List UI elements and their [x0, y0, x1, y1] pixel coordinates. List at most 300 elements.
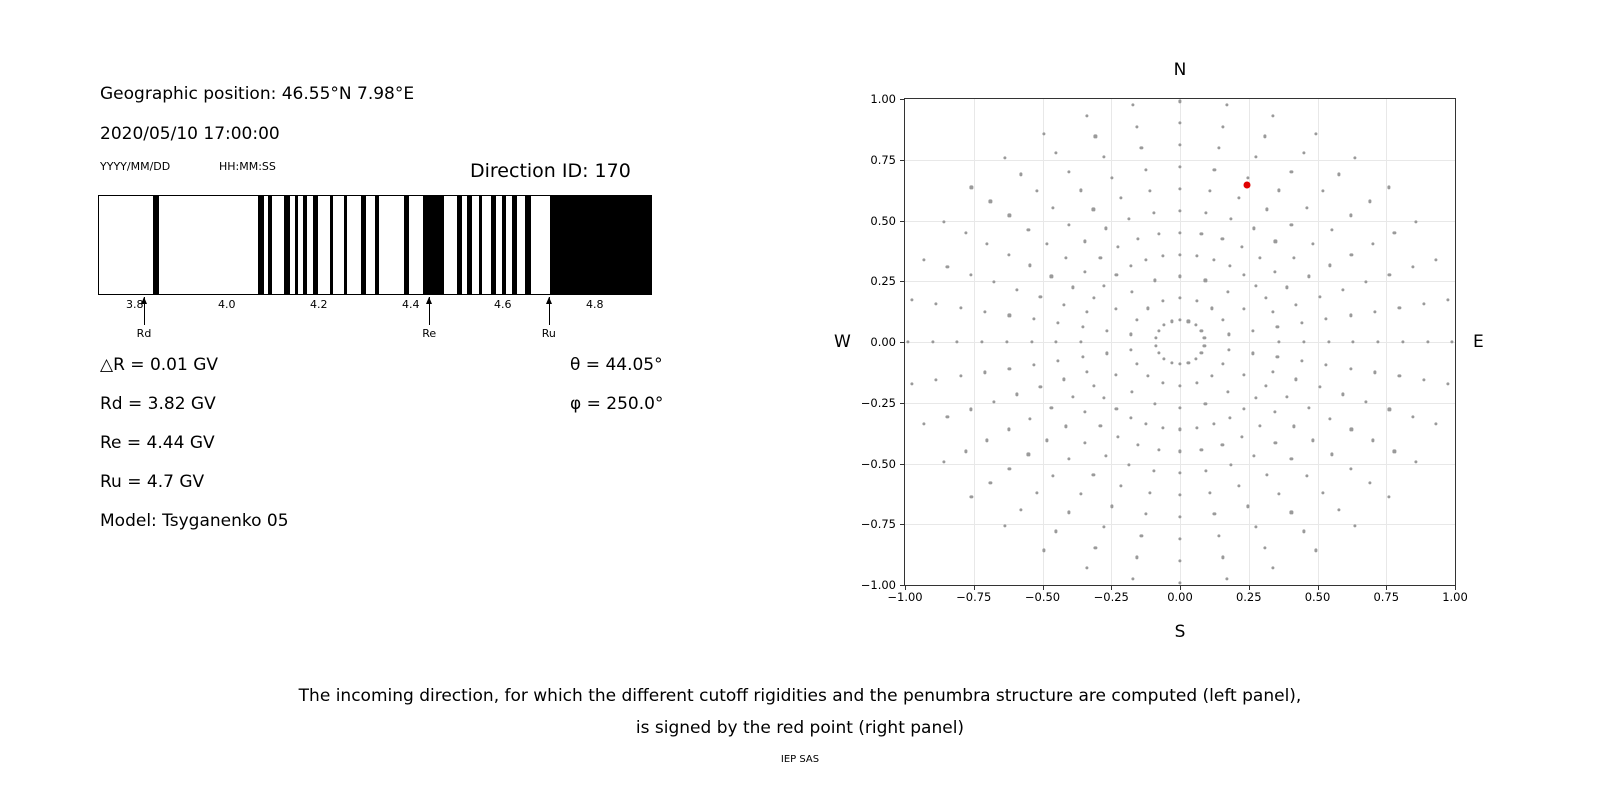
direction-point: [985, 439, 988, 442]
direction-point: [1290, 223, 1293, 226]
direction-point: [1227, 333, 1230, 336]
direction-point: [1221, 362, 1224, 365]
footer-credit: IEP SAS: [780, 754, 820, 765]
direction-point: [1178, 209, 1181, 212]
direction-point: [1144, 513, 1147, 516]
penumbra-tick-label: 4.4: [402, 298, 420, 311]
direction-point: [1178, 297, 1181, 300]
direction-point: [1376, 340, 1379, 343]
direction-point: [1350, 253, 1353, 256]
grid-line-horizontal: [905, 524, 1455, 525]
direction-point: [1148, 491, 1151, 494]
direction-point: [1371, 439, 1374, 442]
direction-point: [1292, 256, 1295, 259]
direction-point: [1147, 307, 1150, 310]
direction-point: [1217, 534, 1220, 537]
direction-point: [1104, 454, 1107, 457]
sky-y-tick-label: 0.00: [870, 335, 896, 349]
direction-point: [1135, 556, 1138, 559]
penumbra-band: [258, 196, 264, 294]
direction-point: [1325, 363, 1328, 366]
direction-point: [1364, 281, 1367, 284]
direction-point: [1008, 467, 1011, 470]
direction-point: [1067, 458, 1070, 461]
direction-point: [1352, 340, 1355, 343]
direction-point: [959, 306, 962, 309]
direction-point: [1046, 242, 1049, 245]
direction-point: [1161, 427, 1164, 430]
direction-point: [1178, 493, 1181, 496]
direction-point: [1353, 525, 1356, 528]
penumbra-band: [284, 196, 290, 294]
direction-point: [1349, 467, 1352, 470]
direction-point: [1178, 515, 1181, 518]
direction-point: [1447, 382, 1450, 385]
penumbra-tick-label: 4.2: [310, 298, 328, 311]
direction-point: [1368, 481, 1371, 484]
direction-point: [1007, 428, 1010, 431]
direction-point: [1212, 258, 1215, 261]
direction-point: [1083, 441, 1086, 444]
direction-point: [989, 481, 992, 484]
penumbra-band: [423, 196, 444, 294]
direction-point: [1300, 321, 1303, 324]
sky-x-tick-label: −0.25: [1093, 590, 1129, 604]
stat-re: Re = 4.44 GV: [100, 433, 215, 453]
direction-point: [935, 378, 938, 381]
penumbra-tick-label: 4.0: [218, 298, 236, 311]
direction-point: [910, 382, 913, 385]
direction-point: [1307, 275, 1310, 278]
direction-point: [1005, 340, 1008, 343]
direction-point: [1161, 299, 1164, 302]
direction-point: [1145, 423, 1148, 426]
direction-point: [1422, 378, 1425, 381]
direction-point: [1388, 408, 1391, 411]
direction-point: [1114, 373, 1117, 376]
direction-point: [1051, 206, 1054, 209]
direction-point: [1258, 257, 1261, 260]
grid-line-horizontal: [905, 281, 1455, 282]
sky-y-tick-label: 0.50: [870, 213, 896, 228]
direction-point: [1178, 165, 1181, 168]
direction-point: [1272, 114, 1275, 117]
direction-point: [1170, 361, 1173, 364]
direction-point: [1274, 240, 1277, 243]
sky-x-tick-mark: [905, 586, 906, 590]
direction-point: [1387, 495, 1390, 498]
direction-point: [1144, 168, 1147, 171]
direction-point: [1153, 211, 1156, 214]
direction-point: [1178, 100, 1181, 103]
direction-point: [1302, 151, 1305, 154]
sky-y-tick-label: −0.50: [860, 456, 896, 471]
sky-y-tick-label: 1.00: [870, 92, 896, 106]
direction-point: [1154, 337, 1157, 340]
direction-point: [1084, 411, 1087, 414]
direction-point: [1276, 356, 1279, 359]
direction-point: [1136, 362, 1139, 365]
grid-line-horizontal: [905, 464, 1455, 465]
sky-y-tick-mark: [900, 464, 904, 465]
direction-point: [1042, 132, 1045, 135]
direction-point: [1046, 439, 1049, 442]
sky-y-tick-mark: [900, 221, 904, 222]
direction-point: [1371, 242, 1374, 245]
direction-point: [1119, 197, 1122, 200]
direction-point: [1373, 310, 1376, 313]
sky-x-tick-mark: [1111, 586, 1112, 590]
sky-x-tick-mark: [974, 586, 975, 590]
direction-point: [1327, 340, 1330, 343]
direction-point: [1213, 168, 1216, 171]
direction-point: [1274, 441, 1277, 444]
datetime-label: 2020/05/10 17:00:00: [100, 124, 280, 144]
direction-point: [1083, 240, 1086, 243]
direction-point: [1130, 348, 1133, 351]
direction-point: [1092, 473, 1095, 476]
direction-point: [1140, 147, 1143, 150]
direction-point: [1226, 577, 1229, 580]
direction-point: [1105, 352, 1108, 355]
direction-point: [1229, 464, 1232, 467]
direction-point: [1290, 170, 1293, 173]
direction-point: [923, 258, 926, 261]
direction-point: [1252, 352, 1255, 355]
direction-point: [959, 375, 962, 378]
direction-point: [1398, 375, 1401, 378]
direction-point: [1217, 147, 1220, 150]
penumbra-band: [313, 196, 318, 294]
caption-line-2: is signed by the red point (right panel): [635, 718, 965, 738]
grid-line-horizontal: [905, 221, 1455, 222]
direction-point: [1050, 406, 1053, 409]
direction-point: [1103, 284, 1106, 287]
penumbra-band: [512, 196, 517, 294]
penumbra-band: [502, 196, 506, 294]
direction-point: [1295, 303, 1298, 306]
direction-point: [1042, 549, 1045, 552]
direction-point: [1065, 425, 1068, 428]
penumbra-band: [525, 196, 532, 294]
penumbra-band: [457, 196, 463, 294]
direction-point: [1200, 448, 1203, 451]
direction-point: [1258, 424, 1261, 427]
direction-point: [1136, 319, 1139, 322]
direction-point: [1393, 231, 1396, 234]
penumbra-structure-chart: [98, 195, 652, 295]
direction-point: [1008, 314, 1011, 317]
direction-point: [1341, 393, 1344, 396]
geographic-position-label: Geographic position: 46.55°N 7.98°E: [100, 84, 415, 104]
sky-y-tick-label: 0.25: [870, 274, 896, 289]
direction-point: [1178, 187, 1181, 190]
direction-point: [964, 450, 967, 453]
penumbra-band: [467, 196, 471, 294]
penumbra-band: [268, 196, 272, 294]
direction-point: [1242, 407, 1245, 410]
direction-point: [1030, 340, 1033, 343]
sky-x-tick-label: 0.00: [1167, 590, 1193, 604]
direction-point: [1131, 290, 1134, 293]
direction-point: [1111, 505, 1114, 508]
direction-point: [1093, 297, 1096, 300]
penumbra-band: [153, 196, 159, 294]
sky-x-tick-label: −1.00: [887, 590, 923, 604]
direction-point: [1154, 344, 1157, 347]
direction-point: [1178, 450, 1181, 453]
direction-point: [1195, 382, 1198, 385]
direction-point: [1016, 393, 1019, 396]
sky-y-tick-mark: [900, 99, 904, 100]
direction-point: [1221, 556, 1224, 559]
direction-point: [1226, 103, 1229, 106]
direction-point: [1187, 320, 1190, 323]
direction-point: [1032, 363, 1035, 366]
direction-point: [946, 266, 949, 269]
direction-point: [1200, 233, 1203, 236]
direction-point: [992, 281, 995, 284]
direction-point: [1008, 367, 1011, 370]
direction-point: [1221, 443, 1224, 446]
direction-point: [1055, 151, 1058, 154]
direction-point: [1117, 435, 1120, 438]
direction-point: [1373, 371, 1376, 374]
direction-point: [983, 371, 986, 374]
sky-y-tick-mark: [900, 342, 904, 343]
penumbra-x-axis: [98, 296, 652, 316]
direction-point: [1170, 320, 1173, 323]
direction-point: [1129, 416, 1132, 419]
sky-x-tick-mark: [1386, 586, 1387, 590]
stat-phi: φ = 250.0°: [570, 394, 664, 414]
direction-point: [1104, 227, 1107, 230]
direction-point: [1055, 340, 1058, 343]
direction-point: [1311, 242, 1314, 245]
direction-point: [1422, 302, 1425, 305]
direction-point: [1071, 395, 1074, 398]
direction-point: [1081, 356, 1084, 359]
direction-point: [1157, 351, 1160, 354]
direction-point: [1254, 284, 1257, 287]
caption-line-1: The incoming direction, for which the different cutoff rigidities and the penumbra structure are computed (left panel),: [298, 686, 1302, 706]
direction-point: [1328, 264, 1331, 267]
sky-y-tick-mark: [900, 585, 904, 586]
direction-point: [1451, 340, 1454, 343]
direction-point: [943, 220, 946, 223]
sky-x-tick-label: −0.50: [1024, 590, 1061, 604]
direction-point: [1302, 340, 1305, 343]
direction-point: [1350, 428, 1353, 431]
direction-point: [1161, 254, 1164, 257]
direction-id-label: Direction ID: 170: [470, 160, 631, 182]
direction-point: [1226, 391, 1229, 394]
direction-point: [1099, 424, 1102, 427]
direction-point: [1162, 357, 1165, 360]
direction-point: [1290, 511, 1293, 514]
direction-point: [1277, 492, 1280, 495]
direction-point: [1157, 233, 1160, 236]
direction-point: [1147, 374, 1150, 377]
direction-point: [1264, 297, 1267, 300]
grid-line-horizontal: [905, 160, 1455, 161]
direction-point: [1161, 382, 1164, 385]
direction-point: [1102, 155, 1105, 158]
compass-label-east: E: [1473, 332, 1484, 352]
direction-point: [1178, 319, 1181, 322]
cutoff-arrow-label-ru: Ru: [541, 327, 556, 340]
direction-point: [1388, 273, 1391, 276]
direction-point: [1349, 367, 1352, 370]
direction-point: [1079, 189, 1082, 192]
direction-point: [1007, 253, 1010, 256]
direction-point: [1253, 227, 1256, 230]
direction-point: [1092, 208, 1095, 211]
direction-point: [1032, 318, 1035, 321]
direction-point: [1085, 310, 1088, 313]
direction-point: [1228, 265, 1231, 268]
grid-line-horizontal: [905, 342, 1455, 343]
direction-point: [1337, 173, 1340, 176]
sky-x-tick-mark: [1180, 586, 1181, 590]
direction-point: [1414, 220, 1417, 223]
direction-point: [1067, 223, 1070, 226]
direction-point: [1328, 417, 1331, 420]
direction-point: [1255, 155, 1258, 158]
date-format-label: YYYY/MM/DD: [100, 160, 171, 173]
direction-point: [1128, 464, 1131, 467]
direction-point: [1094, 135, 1097, 138]
direction-point: [946, 415, 949, 418]
direction-point: [1221, 319, 1224, 322]
direction-point: [1178, 559, 1181, 562]
direction-point: [1208, 491, 1211, 494]
direction-point: [906, 340, 909, 343]
direction-point: [1117, 246, 1120, 249]
penumbra-band: [404, 196, 410, 294]
direction-point: [1213, 513, 1216, 516]
direction-point: [1085, 114, 1088, 117]
direction-point: [1322, 491, 1325, 494]
direction-point: [1273, 411, 1276, 414]
direction-point: [1136, 238, 1139, 241]
direction-point: [1178, 581, 1181, 584]
direction-point: [1196, 254, 1199, 257]
direction-point: [1131, 103, 1134, 106]
penumbra-band: [361, 196, 366, 294]
direction-point: [1051, 474, 1054, 477]
direction-point: [1238, 484, 1241, 487]
direction-point: [1263, 135, 1266, 138]
sky-x-tick-mark: [1043, 586, 1044, 590]
stat-theta: θ = 44.05°: [570, 355, 663, 375]
grid-line-horizontal: [905, 403, 1455, 404]
direction-point: [1203, 337, 1206, 340]
direction-point: [1447, 299, 1450, 302]
direction-point: [1286, 286, 1289, 289]
direction-point: [1212, 423, 1215, 426]
sky-y-tick-mark: [900, 281, 904, 282]
sky-x-tick-label: 1.00: [1442, 590, 1468, 604]
direction-point: [1325, 318, 1328, 321]
direction-point: [1016, 288, 1019, 291]
direction-point: [1178, 384, 1181, 387]
direction-point: [1111, 176, 1114, 179]
direction-point: [1276, 325, 1279, 328]
direction-point: [1027, 453, 1030, 456]
direction-point: [1255, 525, 1258, 528]
direction-point: [1035, 190, 1038, 193]
penumbra-band: [491, 196, 496, 294]
sky-x-tick-label: −0.75: [956, 590, 992, 604]
direction-point: [1178, 362, 1181, 365]
direction-point: [985, 242, 988, 245]
penumbra-band: [330, 196, 333, 294]
direction-point: [1398, 306, 1401, 309]
direction-point: [1286, 395, 1289, 398]
penumbra-band: [303, 196, 307, 294]
compass-label-west: W: [834, 332, 851, 352]
penumbra-band: [550, 196, 651, 294]
direction-point: [1263, 546, 1266, 549]
direction-point: [1028, 417, 1031, 420]
direction-point: [969, 273, 972, 276]
direction-point: [1119, 484, 1122, 487]
direction-point: [1252, 329, 1255, 332]
direction-point: [1065, 256, 1068, 259]
direction-point: [1368, 200, 1371, 203]
penumbra-band: [479, 196, 483, 294]
direction-point: [1290, 458, 1293, 461]
direction-point: [1240, 435, 1243, 438]
direction-point: [1093, 384, 1096, 387]
selected-direction-point[interactable]: [1244, 182, 1251, 189]
direction-point: [964, 231, 967, 234]
direction-point: [1178, 428, 1181, 431]
direction-point: [1208, 190, 1211, 193]
direction-point: [1306, 474, 1309, 477]
sky-x-tick-label: 0.75: [1373, 590, 1400, 604]
direction-point: [1243, 308, 1246, 311]
sky-y-tick-label: −0.25: [860, 395, 896, 410]
sky-y-tick-mark: [900, 524, 904, 525]
direction-point: [1135, 125, 1138, 128]
direction-point: [1322, 190, 1325, 193]
direction-point: [1094, 546, 1097, 549]
sky-x-tick-mark: [1455, 586, 1456, 590]
direction-point: [1243, 373, 1246, 376]
direction-point: [1265, 473, 1268, 476]
direction-point: [1050, 275, 1053, 278]
direction-point: [970, 495, 973, 498]
penumbra-tick-label: 4.8: [586, 298, 604, 311]
direction-point: [1099, 257, 1102, 260]
direction-point: [1204, 470, 1207, 473]
direction-point: [1253, 454, 1256, 457]
direction-point: [1292, 425, 1295, 428]
direction-point: [1311, 439, 1314, 442]
stat-model: Model: Tsyganenko 05: [100, 511, 289, 531]
sky-x-tick-label: 0.50: [1304, 590, 1331, 604]
direction-point: [1273, 270, 1276, 273]
direction-point: [1401, 340, 1404, 343]
direction-point: [1019, 508, 1022, 511]
direction-point: [1221, 238, 1224, 241]
direction-point: [1115, 407, 1118, 410]
direction-point: [1055, 530, 1058, 533]
direction-point: [1302, 530, 1305, 533]
direction-point: [1153, 470, 1156, 473]
